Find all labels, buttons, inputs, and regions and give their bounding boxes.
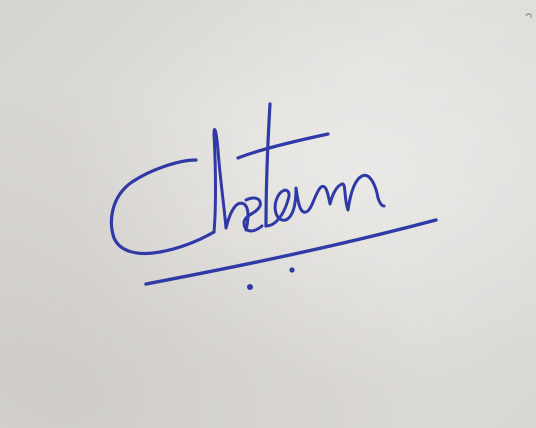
- signature-letter-h-stroke: [214, 130, 248, 232]
- signature-letter-c-stroke: [111, 160, 214, 253]
- signature-letters-aan-stroke: [266, 175, 384, 226]
- signature-dot-left: [247, 284, 253, 290]
- signature-underline: [146, 220, 436, 284]
- signature-letter-t-stroke: [238, 104, 328, 226]
- signature-dot-right: [289, 267, 294, 272]
- paper-mark: [526, 14, 531, 18]
